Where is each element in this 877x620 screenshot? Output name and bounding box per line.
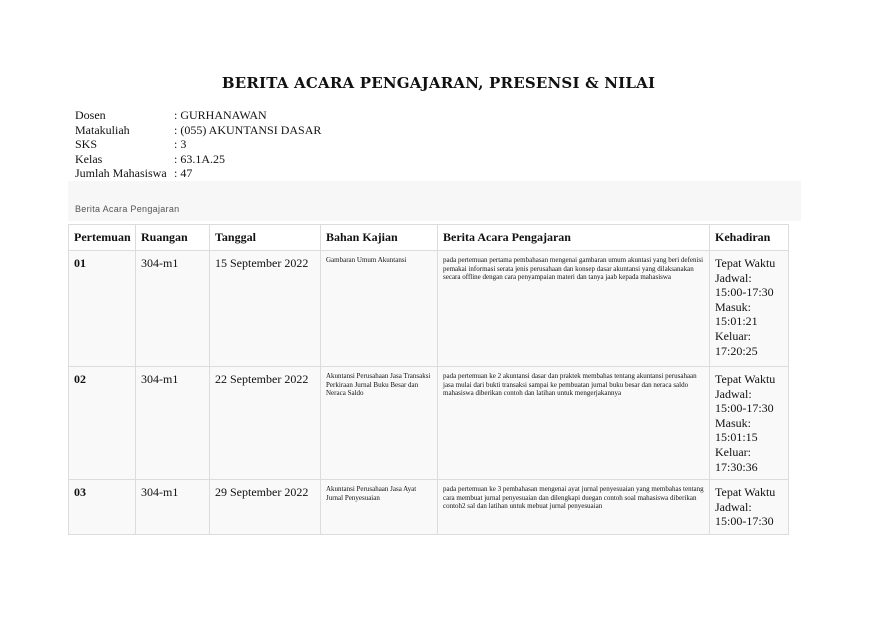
column-header-kehadiran: Kehadiran [710,225,789,251]
meta-label: Matakuliah [75,122,130,137]
cell-bahan-kajian: Akuntansi Perusahaan Jasa Transaksi Perkiraan Jurnal Buku Besar dan Neraca Saldo [321,367,438,480]
meta-label: Jumlah Mahasiswa [75,166,167,180]
attendance-out-value: 17:30:36 [715,459,758,474]
meta-row-matakuliah [75,123,321,138]
cell-berita-acara: pada pertemuan pertama pembahasan mengenai gambaran umum akuntasi yang beri defenisi pemakai informasi serata jenis perusahaan dan konsep dasar akuntansi yang dilaksanakan secara offline dengan cara penyampaian materi dan tanya jaab kepada mahasiswa [438,251,710,367]
document-title: BERITA ACARA PENGAJARAN, PRESENSI & NILAI [221,74,656,92]
attendance-in-value: 15:01:21 [715,314,758,329]
section-title: Berita Acara Pengajaran [75,204,180,214]
cell-kehadiran [710,480,789,535]
attendance-status: Tepat Waktu [715,372,776,386]
attendance-out-value: 17:20:25 [715,343,758,358]
attendance-in-label: Masuk: [715,299,751,314]
meta-label: SKS [75,137,98,151]
section-header [68,181,801,221]
cell-pertemuan: 01 [69,251,136,367]
meta-row-kelas [75,152,321,167]
course-info [75,108,321,181]
meta-value: : 63.1A.25 [174,151,225,166]
attendance-schedule-value: 15:00-17:30 [715,514,774,529]
column-header-pertemuan: Pertemuan [69,225,136,251]
table-row [69,251,789,367]
meta-label: Kelas [75,151,103,166]
meta-row-dosen [75,108,321,123]
attendance-status: Tepat Waktu [715,256,776,270]
table-header-row [69,225,789,251]
cell-tanggal: 29 September 2022 [210,480,321,535]
meta-value: : 47 [174,166,193,180]
attendance-schedule-label: Jadwal: [715,270,752,285]
cell-bahan-kajian: Akuntansi Perusahaan Jasa Ayat Jurnal Penyesuaian [321,480,438,535]
attendance-schedule-label: Jadwal: [715,499,752,514]
attendance-out-label: Keluar: [715,444,751,459]
meta-value: : GURHANAWAN [174,108,267,122]
table-row [69,367,789,480]
meta-value: : (055) AKUNTANSI DASAR [174,122,322,137]
cell-tanggal: 22 September 2022 [210,367,321,480]
column-header-ruangan: Ruangan [136,225,210,251]
meta-row-jumlah-mahasiswa [75,166,321,181]
meta-row-sks [75,137,321,152]
cell-bahan-kajian: Gambaran Umum Akuntansi [321,251,438,367]
cell-pertemuan: 03 [69,480,136,535]
cell-berita-acara: pada pertemuan ke 3 pembahasan mengenai ayat jurnal penyesuaian yang membahas tentang cara membuat jurnal penyesuaian dan dilengkapi duegan contoh soal mahasiswa diberikan contoh2 sal dan latihan untuk mebuat jurnal penyesuaian [438,480,710,535]
column-header-berita-acara: Berita Acara Pengajaran [438,225,710,251]
attendance-schedule-label: Jadwal: [715,386,752,401]
cell-kehadiran [710,367,789,480]
attendance-in-value: 15:01:15 [715,430,758,445]
meta-label: Dosen [75,108,106,122]
meta-value: : 3 [174,137,187,151]
table-row [69,480,789,535]
attendance-in-label: Masuk: [715,415,751,430]
attendance-out-label: Keluar: [715,328,751,343]
cell-ruangan: 304-m1 [136,367,210,480]
attendance-schedule-value: 15:00-17:30 [715,401,774,416]
column-header-tanggal: Tanggal [210,225,321,251]
column-header-bahan-kajian: Bahan Kajian [321,225,438,251]
attendance-schedule-value: 15:00-17:30 [715,285,774,300]
cell-tanggal: 15 September 2022 [210,251,321,367]
teaching-record-table [68,224,789,535]
cell-pertemuan: 02 [69,367,136,480]
cell-kehadiran [710,251,789,367]
attendance-status: Tepat Waktu [715,485,776,499]
cell-ruangan: 304-m1 [136,251,210,367]
cell-ruangan: 304-m1 [136,480,210,535]
cell-berita-acara: pada pertemuan ke 2 akuntansi dasar dan praktek membahas tentang akuntansi perusahaan jasa mulai dari bukti transaksi sampai ke pembuatan jurnal buku besar dan neraca saldo mahasiswa diberikan contoh dan latihan untuk mengerjakannya [438,367,710,480]
